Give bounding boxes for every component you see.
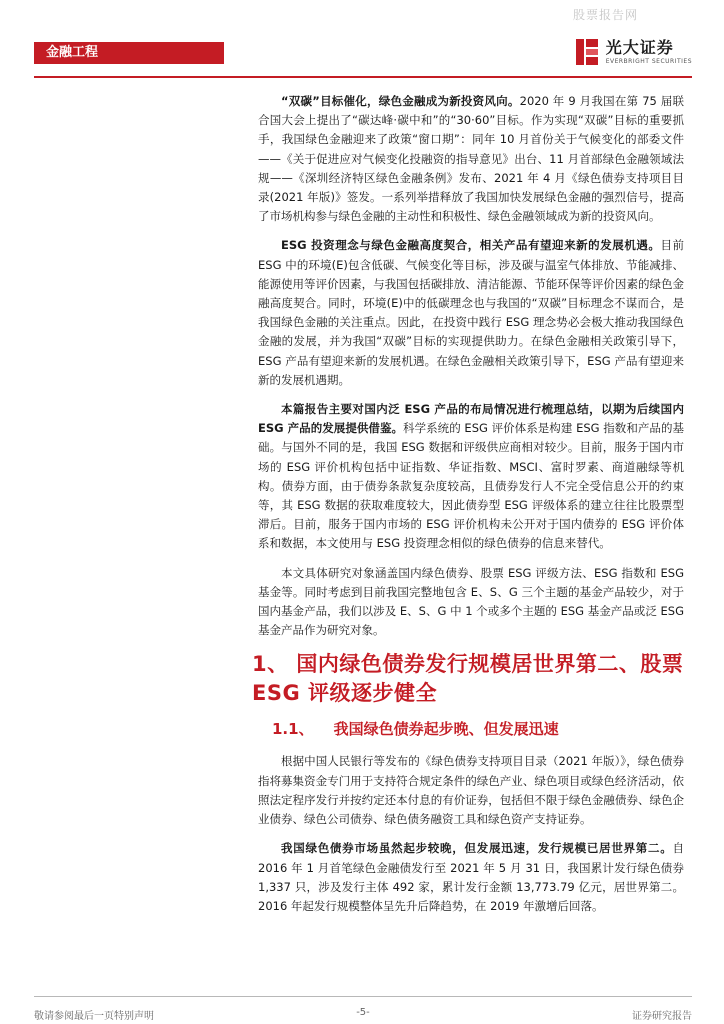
logo-name-en: EVERBRIGHT SECURITIES [605,57,692,65]
paragraph-text: 根据中国人民银行等发布的《绿色债券支持项目目录（2021 年版）》，绿色债券指将募集资金专门用于支持符合规定条件的绿色产业、绿色项目或绿色经济活动，依照法定程序发行并按约定还本付息的有价证券，包括但不限于绿色金融债券、绿色企业债券、绿色公司债券、绿色债务融资工具和绿色资产支持证券。 [258,754,684,827]
paragraph-text: 目前 ESG 中的环境(E)包含低碳、气候变化等目标，涉及碳与温室气体排放、节能减排、能源使用等评价因素，与我国包括碳排放、清洁能源、节能环保等评价因素的绿色金融高度契合。同时，环境(E)中的低碳理念也与我国的“双碳”目标理念不谋而合，是我国绿色金融的关注重点。因此，在投资中践行 ESG 理念势必会极大推动我国绿色金融的发展，并为我国“双碳”目标的实现提供助力。在绿色金融相关政策引导下，ESG 产品有望迎来新的发展机遇。在绿色金融相关政策引导下，ESG 产品有望迎来新的发展机遇期。 [258,238,684,387]
company-logo [574,36,692,68]
paragraph-text: 自 2016 年 1 月首笔绿色金融债发行至 2021 年 5 月 31 日，我国累计发行绿色债券 1,337 只，涉及发行主体 492 家，累计发行金额 13,773.79 亿元，居世界第二。2016 年起发行规模整体呈先升后降趋势，在 2019 年激增后回落。 [258,841,684,913]
everbright-logo-icon [574,37,600,67]
subsection-heading [272,718,684,740]
paragraph [258,839,684,916]
logo-name-cn: 光大证券 [605,37,674,57]
paragraph-lead: ESG 投资理念与绿色金融高度契合，相关产品有望迎来新的发展机遇。 [281,238,661,253]
page-header [0,30,724,76]
paragraph-lead: “双碳”目标催化，绿色金融成为新投资风向。 [281,94,520,108]
paragraph-lead: 本篇报告主要对国内泛 ESG 产品的布局情况进行梳理总结，以期为后续国内 ESG 产品的发展提供借鉴。 [258,402,684,436]
main-content [252,92,684,926]
subsection-number: 1.1、 [272,720,314,739]
paragraph-text: 2020 年 9 月我国在第 75 届联合国大会上提出了“碳达峰·碳中和”的“30·60”目标。作为实现“双碳”目标的重要抓手，我国绿色金融迎来了政策“窗口期”：同年 10 月首份关于气候变化的部委文件——《关于促进应对气候变化投融资的指导意见》出台、11 月首部绿色金融领域法规——《深圳经济特区绿色金融条例》发布、2021 年 4 月《绿色债券支持项目目录(2021 年版)》签发。一系列举措释放了我国加快发展绿色金融的强烈信号，提高了市场机构参与绿色金融的主动性和积极性、绿色金融领域成为新的投资风向。 [258,94,684,224]
paragraph [258,752,684,829]
paragraph [258,400,684,554]
paragraph [258,236,684,390]
paragraph [258,92,684,226]
page-number: -5- [356,1007,370,1018]
paragraph-lead: 我国绿色债券市场虽然起步较晚，但发展迅速，发行规模已居世界第二。 [281,841,673,856]
paragraph-text: 科学系统的 ESG 评价体系是构建 ESG 指数和产品的基础。与国外不同的是，我国 ESG 数据和评级供应商相对较少。目前，服务于国内市场的 ESG 评价机构包括中证指数、华证指数、MSCI、富时罗素、商道融绿等机构。债券方面，由于债券条款复杂度较高，且债券发行人不完全受信息公开的约束等，其 ESG 数据的获取难度较大，因此债券型 ESG 评级体系的建立往往比股票型滞后。目前，服务于国内市场的 ESG 评价机构未公开对于国内债券的 ESG 评价体系和数据，本文使用与 ESG 投资理念相似的绿色债券的信息来替代。 [258,421,684,551]
footer-disclaimer: 敬请参阅最后一页特别声明 [34,1011,154,1022]
page-footer [34,996,692,1022]
header-divider [34,76,692,78]
footer-report-type: 证券研究报告 [632,1011,692,1022]
paragraph [258,564,684,641]
section-heading: 1、 国内绿色债券发行规模居世界第二、股票 ESG 评级逐步健全 [252,652,684,706]
section-tag: 金融工程 [34,42,224,64]
watermark: 股票报告网 [572,8,638,22]
subsection-title: 我国绿色债券起步晚、但发展迅速 [333,720,559,739]
paragraph-text: 本文具体研究对象涵盖国内绿色债券、股票 ESG 评级方法、ESG 指数和 ESG 基金等。同时考虑到目前我国完整地包含 E、S、G 三个主题的基金产品较少，对于国内基金产品，我们以涉及 E、S、G 中 1 个或多个主题的 ESG 基金产品或泛 ESG 基金产品作为研究对象。 [258,565,684,638]
